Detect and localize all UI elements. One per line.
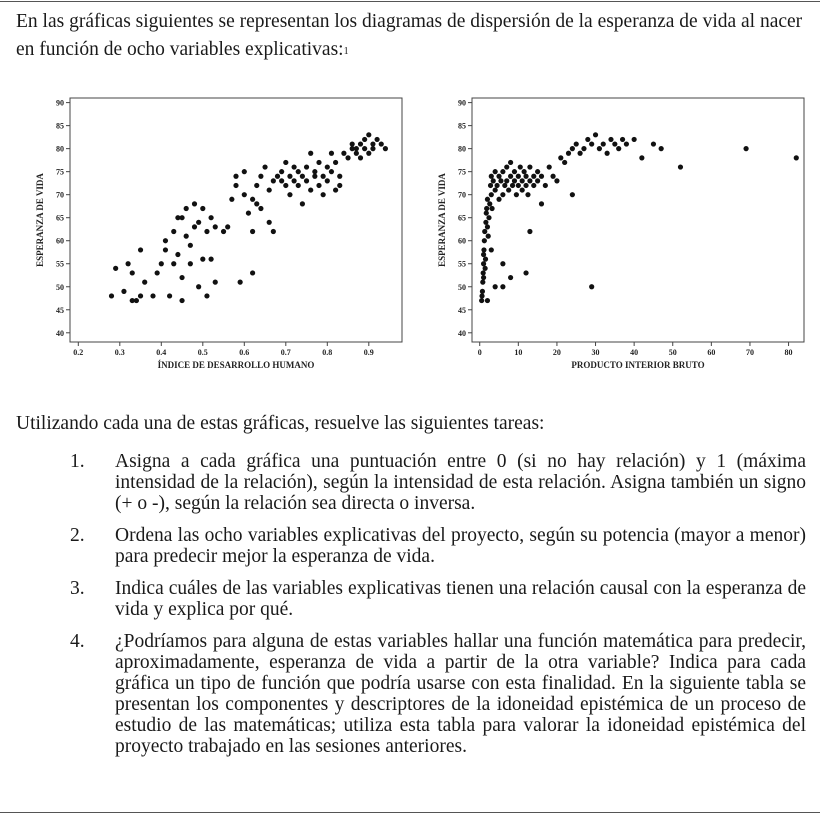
chart-1-data-point [570, 146, 575, 151]
chart-1-data-point [527, 229, 532, 234]
chart-0-data-point [366, 132, 371, 137]
scatter-plot-pib [432, 90, 812, 390]
chart-0-frame [70, 98, 402, 342]
chart-1-data-point [485, 298, 490, 303]
chart-0-data-point [283, 160, 288, 165]
top-rule [0, 1, 820, 2]
chart-0-data-point [204, 229, 209, 234]
chart-0-data-point [233, 183, 238, 188]
chart-0-data-point [358, 141, 363, 146]
chart-1-data-point [574, 141, 579, 146]
chart-0-data-point [184, 234, 189, 239]
chart-0-data-point [163, 238, 168, 243]
chart-0-data-point [267, 220, 272, 225]
chart-1-data-point [527, 178, 532, 183]
chart-1-data-point [510, 183, 515, 188]
chart-0-data-point [184, 206, 189, 211]
chart-0-data-point [300, 201, 305, 206]
chart-0-data-point [171, 261, 176, 266]
chart-1-y-tick-label: 60 [458, 236, 466, 246]
chart-1-y-tick-label: 75 [458, 167, 466, 177]
chart-1-data-point [554, 178, 559, 183]
chart-1-data-point [500, 192, 505, 197]
chart-1-x-tick-label: 20 [552, 348, 561, 357]
chart-0-y-tick-label: 80 [56, 144, 64, 154]
chart-0-data-point [192, 224, 197, 229]
chart-1-y-tick-label: 40 [458, 328, 466, 338]
chart-1-data-point [488, 183, 493, 188]
task-number: 1. [70, 451, 85, 472]
chart-0-data-point [126, 261, 131, 266]
chart-0-data-point [283, 183, 288, 188]
chart-1-data-point [483, 257, 488, 262]
chart-0-x-tick-label: 0.4 [156, 348, 167, 357]
chart-0-data-point [242, 169, 247, 174]
chart-0-data-point [171, 229, 176, 234]
scatter-plot-idh [30, 90, 410, 390]
chart-0-data-point [242, 192, 247, 197]
chart-0-data-point [329, 169, 334, 174]
chart-1-data-point [481, 252, 486, 257]
chart-1-data-point [562, 160, 567, 165]
chart-1-data-point [496, 174, 501, 179]
chart-1-data-point [516, 174, 521, 179]
chart-0-data-point [196, 220, 201, 225]
chart-0-data-point [329, 151, 334, 156]
chart-0-data-point [138, 293, 143, 298]
task-number: 3. [70, 578, 85, 599]
chart-0-y-tick-label: 85 [56, 121, 64, 131]
chart-0-data-point [159, 261, 164, 266]
instruction-text: Utilizando cada una de estas gráficas, resuelve las siguientes tareas: [16, 413, 545, 434]
chart-0-data-point [229, 197, 234, 202]
chart-0-data-point [287, 174, 292, 179]
chart-1-data-point [493, 284, 498, 289]
chart-0-y-tick-label: 70 [56, 190, 64, 200]
task-text: Ordena las ocho variables explicativas del proyecto, según su potencia (mayor a menor) para predecir mejor la esperanza de vida. [115, 525, 806, 567]
task-number: 2. [70, 525, 85, 546]
chart-0-data-point [238, 280, 243, 285]
task-text: Indica cuáles de las variables explicativas tienen una relación causal con la esperanza de vida y explica por qué. [115, 578, 806, 620]
chart-0-x-tick-label: 0.9 [363, 348, 374, 357]
chart-1-y-tick-label: 55 [458, 259, 466, 269]
chart-0-data-point [204, 293, 209, 298]
chart-1-data-point [518, 164, 523, 169]
chart-1-data-point [608, 137, 613, 142]
chart-1-data-point [585, 137, 590, 142]
chart-1-data-point [639, 155, 644, 160]
chart-1-data-point [651, 141, 656, 146]
chart-0-data-point [300, 174, 305, 179]
chart-1-data-point [494, 183, 499, 188]
chart-0-data-point [279, 169, 284, 174]
chart-1-y-tick-label: 45 [458, 305, 466, 315]
chart-1-data-point [523, 174, 528, 179]
chart-1-data-point [496, 197, 501, 202]
task-text: Asigna a cada gráfica una puntuación entre 0 (si no hay relación) y 1 (máxima intensidad de la relación), según la intensidad de esta relación. Asigna también un signo (+ o -), según la relación sea directa o inversa. [115, 451, 806, 514]
chart-1-data-point [486, 215, 491, 220]
chart-1-data-point [566, 151, 571, 156]
chart-0-data-point [188, 243, 193, 248]
chart-0-data-point [308, 187, 313, 192]
chart-1-data-point [508, 275, 513, 280]
chart-1-x-tick-label: 30 [591, 348, 600, 357]
chart-1-data-point [483, 220, 488, 225]
chart-0-data-point [375, 137, 380, 142]
task-item-2 [70, 525, 806, 567]
chart-0-data-point [354, 146, 359, 151]
chart-0-data-point [275, 174, 280, 179]
chart-0-data-point [250, 197, 255, 202]
chart-0-y-tick-label: 40 [56, 328, 64, 338]
chart-idh [30, 90, 410, 390]
chart-0-data-point [134, 298, 139, 303]
chart-1-data-point [504, 164, 509, 169]
chart-1-data-point [520, 178, 525, 183]
chart-0-data-point [200, 206, 205, 211]
chart-1-data-point [481, 270, 486, 275]
chart-0-data-point [304, 164, 309, 169]
chart-1-data-point [498, 178, 503, 183]
footnote-mark: 1 [343, 46, 349, 57]
chart-0-data-point [250, 229, 255, 234]
chart-0-data-point [109, 293, 114, 298]
chart-0-data-point [312, 169, 317, 174]
chart-1-data-point [581, 146, 586, 151]
chart-0-x-axis-label: ÍNDICE DE DESARROLLO HUMANO [157, 360, 315, 370]
chart-1-data-point [794, 155, 799, 160]
task-item-1 [70, 451, 806, 514]
chart-0-x-tick-label: 0.7 [280, 348, 291, 357]
chart-0-data-point [213, 280, 218, 285]
chart-0-y-tick-label: 45 [56, 305, 64, 315]
chart-1-data-point [484, 206, 489, 211]
chart-0-y-tick-label: 60 [56, 236, 64, 246]
task-list [70, 451, 806, 768]
chart-1-data-point [535, 178, 540, 183]
chart-0-data-point [254, 201, 259, 206]
chart-0-data-point [308, 151, 313, 156]
chart-1-data-point [531, 174, 536, 179]
chart-1-data-point [485, 197, 490, 202]
chart-0-data-point [312, 174, 317, 179]
chart-0-data-point [362, 146, 367, 151]
chart-1-x-tick-label: 70 [745, 348, 754, 357]
chart-1-data-point [504, 178, 509, 183]
chart-0-data-point [213, 224, 218, 229]
chart-0-data-point [130, 270, 135, 275]
chart-0-data-point [333, 160, 338, 165]
chart-0-data-point [267, 187, 272, 192]
chart-1-data-point [597, 146, 602, 151]
chart-1-data-point [493, 187, 498, 192]
chart-0-data-point [258, 206, 263, 211]
chart-1-x-tick-label: 0 [477, 348, 482, 357]
chart-0-data-point [292, 178, 297, 183]
chart-0-data-point [142, 280, 147, 285]
chart-0-data-point [258, 174, 263, 179]
chart-1-x-tick-label: 40 [630, 348, 639, 357]
chart-1-data-point [502, 183, 507, 188]
chart-0-y-tick-label: 75 [56, 167, 64, 177]
chart-1-data-point [678, 164, 683, 169]
chart-0-data-point [150, 293, 155, 298]
chart-0-data-point [225, 224, 230, 229]
intro-paragraph [16, 8, 806, 64]
chart-0-x-tick-label: 0.3 [114, 348, 125, 357]
chart-1-data-point [543, 183, 548, 188]
chart-0-x-tick-label: 0.6 [239, 348, 250, 357]
chart-0-data-point [321, 192, 326, 197]
chart-0-data-point [279, 178, 284, 183]
chart-1-data-point [483, 266, 488, 271]
chart-0-data-point [354, 151, 359, 156]
chart-1-data-point [624, 141, 629, 146]
chart-0-data-point [337, 183, 342, 188]
chart-0-data-point [271, 178, 276, 183]
chart-0-data-point [192, 201, 197, 206]
chart-1-y-axis-label: ESPERANZA DE VIDA [437, 173, 447, 267]
chart-0-data-point [304, 178, 309, 183]
chart-0-data-point [163, 247, 168, 252]
chart-0-data-point [209, 257, 214, 262]
task-number: 4. [70, 631, 85, 652]
chart-1-data-point [500, 169, 505, 174]
chart-1-y-tick-label: 80 [458, 144, 466, 154]
chart-0-data-point [296, 183, 301, 188]
chart-1-data-point [531, 183, 536, 188]
chart-0-data-point [325, 178, 330, 183]
chart-1-data-point [535, 169, 540, 174]
chart-1-data-point [589, 284, 594, 289]
chart-1-x-tick-label: 60 [707, 348, 716, 357]
chart-1-data-point [593, 132, 598, 137]
chart-1-data-point [605, 151, 610, 156]
chart-0-data-point [179, 275, 184, 280]
task-item-3 [70, 578, 806, 620]
chart-1-data-point [506, 187, 511, 192]
chart-0-data-point [316, 160, 321, 165]
chart-0-data-point [175, 252, 180, 257]
chart-0-x-tick-label: 0.5 [197, 348, 208, 357]
intro-text: En las gráficas siguientes se representan los diagramas de dispersión de la esperanza de vida al nacer en función de ocho variables explicativas: [16, 11, 803, 60]
chart-1-data-point [523, 183, 528, 188]
chart-pib [432, 90, 812, 390]
chart-1-data-point [487, 201, 492, 206]
chart-0-data-point [358, 155, 363, 160]
chart-1-data-point [484, 210, 489, 215]
chart-1-data-point [480, 289, 485, 294]
chart-1-data-point [577, 151, 582, 156]
chart-0-data-point [383, 146, 388, 151]
chart-1-y-tick-label: 90 [458, 98, 466, 108]
chart-1-data-point [489, 247, 494, 252]
chart-1-x-axis-label: PRODUCTO INTERIOR BRUTO [571, 360, 705, 370]
chart-1-data-point [500, 284, 505, 289]
chart-1-data-point [485, 224, 490, 229]
chart-0-data-point [167, 293, 172, 298]
chart-0-y-tick-label: 65 [56, 213, 64, 223]
chart-0-data-point [121, 289, 126, 294]
chart-0-data-point [138, 247, 143, 252]
chart-1-data-point [601, 141, 606, 146]
chart-0-data-point [292, 164, 297, 169]
chart-1-data-point [489, 174, 494, 179]
chart-0-data-point [370, 146, 375, 151]
chart-0-data-point [188, 261, 193, 266]
chart-0-data-point [221, 229, 226, 234]
chart-1-data-point [527, 164, 532, 169]
chart-1-data-point [486, 234, 491, 239]
chart-0-data-point [209, 215, 214, 220]
chart-0-x-tick-label: 0.2 [73, 348, 84, 357]
chart-1-data-point [493, 169, 498, 174]
chart-0-x-tick-label: 0.8 [322, 348, 333, 357]
chart-1-frame [472, 98, 804, 342]
chart-0-y-tick-label: 50 [56, 282, 64, 292]
chart-1-data-point [589, 141, 594, 146]
chart-0-data-point [379, 141, 384, 146]
chart-0-data-point [350, 141, 355, 146]
chart-0-data-point [333, 187, 338, 192]
chart-1-data-point [512, 169, 517, 174]
chart-1-y-tick-label: 50 [458, 282, 466, 292]
chart-0-data-point [246, 210, 251, 215]
chart-1-data-point [479, 293, 484, 298]
chart-0-data-point [200, 257, 205, 262]
chart-1-data-point [500, 261, 505, 266]
chart-0-y-tick-label: 90 [56, 98, 64, 108]
chart-0-data-point [179, 298, 184, 303]
chart-1-x-tick-label: 50 [668, 348, 677, 357]
chart-1-data-point [512, 178, 517, 183]
chart-0-data-point [155, 270, 160, 275]
chart-0-data-point [250, 270, 255, 275]
chart-1-data-point [508, 174, 513, 179]
chart-0-y-tick-label: 55 [56, 259, 64, 269]
chart-1-data-point [489, 192, 494, 197]
chart-1-data-point [616, 146, 621, 151]
chart-0-data-point [362, 137, 367, 142]
chart-0-data-point [262, 164, 267, 169]
chart-0-data-point [196, 284, 201, 289]
chart-0-data-point [233, 174, 238, 179]
chart-1-x-tick-label: 10 [514, 348, 523, 357]
chart-0-data-point [254, 183, 259, 188]
chart-0-data-point [366, 151, 371, 156]
chart-1-data-point [632, 137, 637, 142]
chart-1-data-point [550, 174, 555, 179]
chart-1-y-tick-label: 85 [458, 121, 466, 131]
chart-0-data-point [325, 164, 330, 169]
chart-1-data-point [482, 229, 487, 234]
chart-0-y-axis-label: ESPERANZA DE VIDA [35, 173, 45, 267]
chart-1-data-point [491, 178, 496, 183]
chart-1-y-tick-label: 65 [458, 213, 466, 223]
chart-0-data-point [341, 151, 346, 156]
chart-1-data-point [479, 298, 484, 303]
chart-1-data-point [547, 164, 552, 169]
chart-1-data-point [612, 141, 617, 146]
chart-0-data-point [370, 141, 375, 146]
chart-0-data-point [321, 174, 326, 179]
chart-1-data-point [620, 137, 625, 142]
chart-1-data-point [743, 146, 748, 151]
chart-1-data-point [489, 206, 494, 211]
chart-0-data-point [345, 155, 350, 160]
chart-0-data-point [113, 266, 118, 271]
chart-1-data-point [514, 192, 519, 197]
chart-1-data-point [558, 155, 563, 160]
bottom-rule [0, 812, 820, 813]
chart-1-data-point [481, 247, 486, 252]
chart-1-data-point [508, 160, 513, 165]
chart-0-data-point [296, 169, 301, 174]
chart-1-x-tick-label: 80 [784, 348, 793, 357]
chart-1-data-point [570, 192, 575, 197]
chart-0-data-point [179, 215, 184, 220]
chart-0-data-point [271, 229, 276, 234]
chart-1-data-point [539, 201, 544, 206]
chart-1-data-point [480, 280, 485, 285]
chart-0-data-point [337, 174, 342, 179]
chart-1-data-point [516, 183, 521, 188]
chart-1-data-point [481, 261, 486, 266]
chart-1-data-point [539, 174, 544, 179]
chart-1-data-point [481, 275, 486, 280]
chart-1-data-point [659, 146, 664, 151]
chart-1-data-point [482, 238, 487, 243]
chart-1-data-point [525, 192, 530, 197]
task-text: ¿Podríamos para alguna de estas variables hallar una función matemática para predecir, aproximadamente, esperanza de vida a partir de la otra variable? Indica para cada gráfica un tipo de función que podría usarse con esta finalidad. En la siguiente tabla se presentan los componentes y descriptores de la idoneidad epistémica de un proceso de estudio de las matemáticas; utiliza esta tabla para valorar la idoneidad epistémica del proyecto trabajado en las sesiones anteriores. [115, 631, 806, 757]
chart-1-data-point [522, 169, 527, 174]
chart-0-data-point [316, 183, 321, 188]
chart-1-y-tick-label: 70 [458, 190, 466, 200]
chart-1-data-point [520, 187, 525, 192]
task-item-4 [70, 631, 806, 757]
chart-0-data-point [287, 192, 292, 197]
chart-1-data-point [523, 270, 528, 275]
